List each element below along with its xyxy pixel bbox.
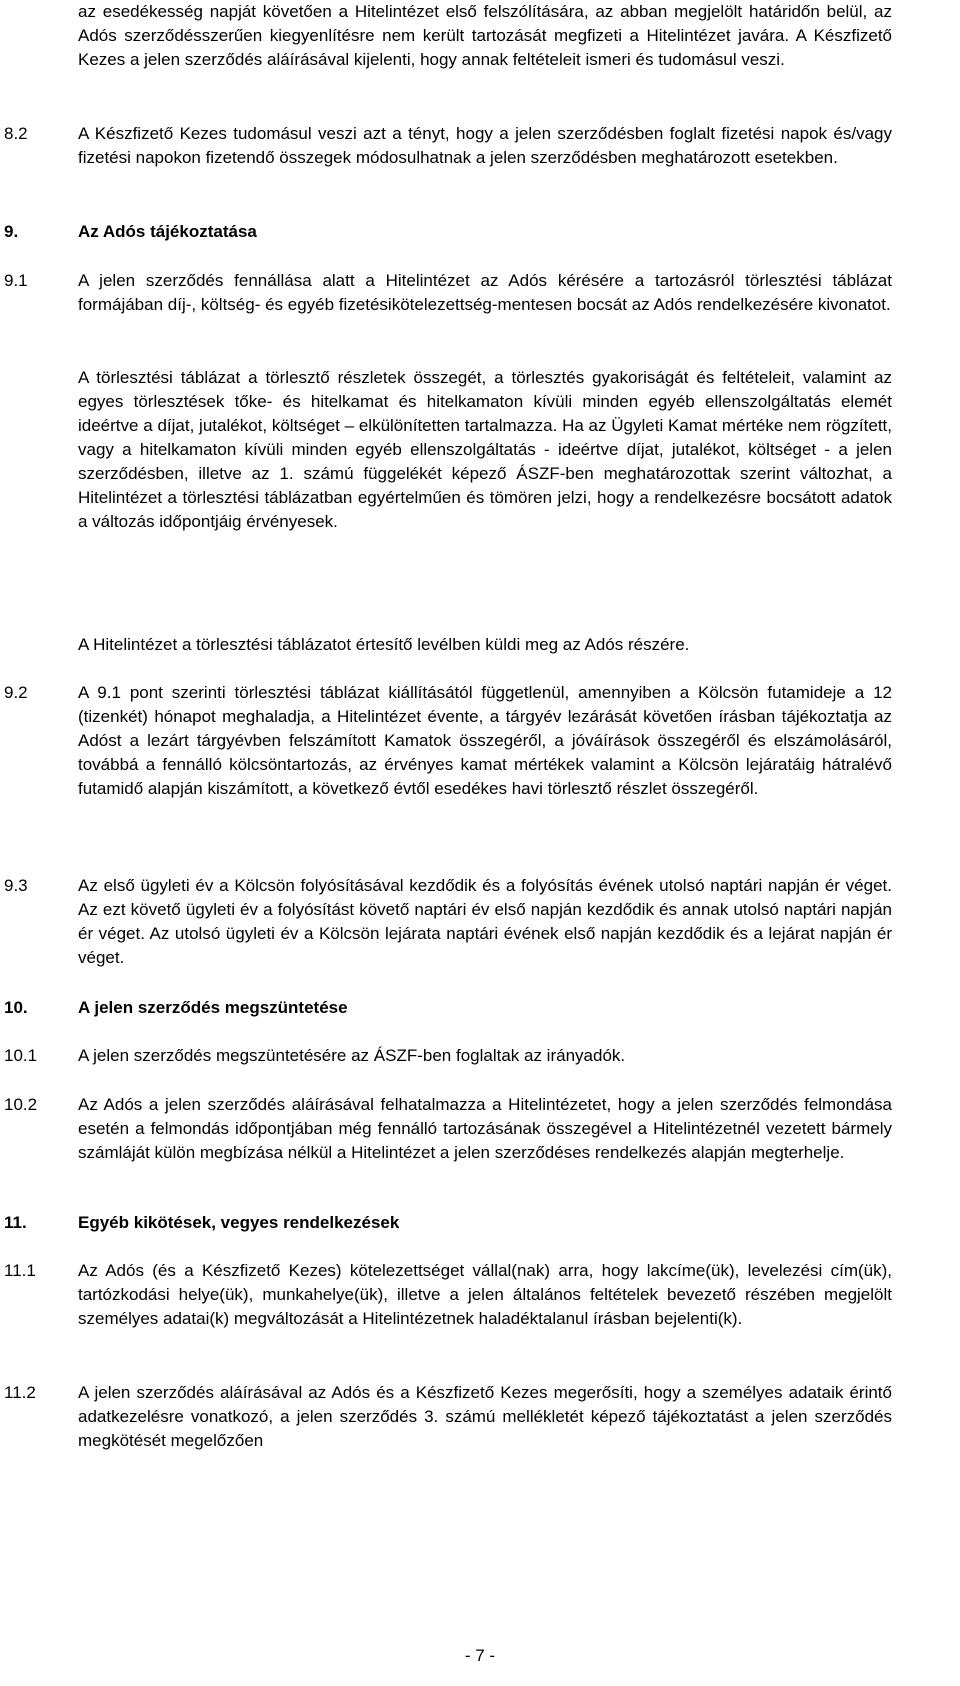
section-9-title: Az Adós tájékoztatása <box>78 222 257 241</box>
section-11-title: Egyéb kikötések, vegyes rendelkezések <box>78 1213 400 1232</box>
intro-paragraph: az esedékesség napját követően a Hitelintézet első felszólítására, az abban megjelölt határidőn belül, az Adós szerződésszerűen kiegyenlítésre nem került tartozását megfizeti a Hitelintézet javára. A Készfizető Kezes a jelen szerződés aláírásával kijelenti, hogy annak feltételeit ismeri és tudomásul veszi. <box>78 2 892 69</box>
clause-number-10-2: 10.2 <box>4 1095 38 1114</box>
clause-number-10-1: 10.1 <box>4 1046 38 1065</box>
clause-9-3-text: Az első ügyleti év a Kölcsön folyósításával kezdődik és a folyósítás évének utolsó naptári napján ér véget. Az ezt követő ügyleti év a folyósítást követő naptári év első napján kezdődik és annak utolsó naptári napján ér véget. Az utolsó ügyleti év a Kölcsön lejárata naptári évének első napján kezdődik és a lejárat napján ér véget. <box>78 876 892 967</box>
clause-9-1-paragraph-3: A Hitelintézet a törlesztési táblázatot értesítő levélben küldi meg az Adós részére. <box>78 635 690 654</box>
clause-11-2-text: A jelen szerződés aláírásával az Adós és a Készfizető Kezes megerősíti, hogy a személyes adataik érintő adatkezelésre vonatkozó, a jelen szerződés 3. számú mellékletét képező tájékoztatást a jelen szerződés megkötését megelőzően <box>78 1383 892 1450</box>
section-10-title: A jelen szerződés megszüntetése <box>78 998 348 1017</box>
page-number: - 7 - <box>464 1646 496 1665</box>
section-9-number: 9. <box>4 222 19 241</box>
clause-10-1-text: A jelen szerződés megszüntetésére az ÁSZF-ben foglaltak az irányadók. <box>78 1046 626 1065</box>
clause-9-1-paragraph-1: A jelen szerződés fennállása alatt a Hitelintézet az Adós kérésére a tartozásról törlesztési táblázat formájában díj-, költség- és egyéb fizetésikötelezettség-mentesen bocsát az Adós rendelkezésére kivonatot. <box>78 271 892 314</box>
clause-number-11-1: 11.1 <box>4 1261 36 1280</box>
clause-10-2-text: Az Adós a jelen szerződés aláírásával felhatalmazza a Hitelintézetet, hogy a jelen szerződés felmondása esetén a felmondás időpontjában még fennálló tartozásának összegével a Hitelintézetnél vezetett bármely számláját külön megbízása nélkül a Hitelintézet a jelen szerződéses rendelkezés alapján megterhelje. <box>78 1095 892 1162</box>
clause-9-1-paragraph-2: A törlesztési táblázat a törlesztő részletek összegét, a törlesztés gyakoriságát és feltételeit, valamint az egyes törlesztések tőke- és hitelkamat és hitelkamaton kívüli minden egyéb ellenszolgáltatás elemét ideértve a díjat, jutalékot, költséget – elkülönítetten tartalmazza. Ha az Ügyleti Kamat mértéke nem rögzített, vagy a hitelkamaton kívüli minden egyéb ellenszolgáltatás - ideértve díjat, jutalékot, költséget - a jelen szerződésben, illetve az 1. számú függelékét képező ÁSZF-ben meghatározottak szerint változhat, a Hitelintézet a törlesztési táblázatban egyértelműen és tömören jelzi, hogy a rendelkezésre bocsátott adatok a változás időpontjáig érvényesek. <box>78 368 892 531</box>
section-11-number: 11. <box>4 1213 27 1232</box>
clause-number-9-1: 9.1 <box>4 271 28 290</box>
clause-number-11-2: 11.2 <box>4 1383 36 1402</box>
clause-8-2-text: A Készfizető Kezes tudomásul veszi azt a tényt, hogy a jelen szerződésben foglalt fizetési napok és/vagy fizetési napokon fizetendő összegek módosulhatnak a jelen szerződésben meghatározott esetekben. <box>78 124 892 167</box>
clause-number-8-2: 8.2 <box>4 124 28 143</box>
section-10-number: 10. <box>4 998 28 1017</box>
clause-number-9-3: 9.3 <box>4 876 28 895</box>
clause-11-1-text: Az Adós (és a Készfizető Kezes) kötelezettséget vállal(nak) arra, hogy lakcíme(ük), levelezési cím(ük), tartózkodási helye(ük), munkahelye(ük), illetve a jelen általános feltételek bevezető részében megjelölt személyes adatai(k) megváltozását a Hitelintézetnek haladéktalanul írásban bejelenti(k). <box>78 1261 892 1328</box>
clause-9-2-text: A 9.1 pont szerinti törlesztési táblázat kiállításától függetlenül, amennyiben a Kölcsön futamideje a 12 (tizenkét) hónapot meghaladja, a Hitelintézet évente, a tárgyév lezárását követően írásban tájékoztatja az Adóst a lezárt tárgyévben felszámított Kamatok összegéről, a jóváírások összegéről és elszámolásáról, továbbá a fennálló kölcsöntartozás, az érvényes kamat mértékek valamint a Kölcsön lejáratáig hátralévő futamidő alapján kiszámított, a következő évtől esedékes havi törlesztő részlet összegéről. <box>78 683 892 798</box>
clause-number-9-2: 9.2 <box>4 683 28 702</box>
